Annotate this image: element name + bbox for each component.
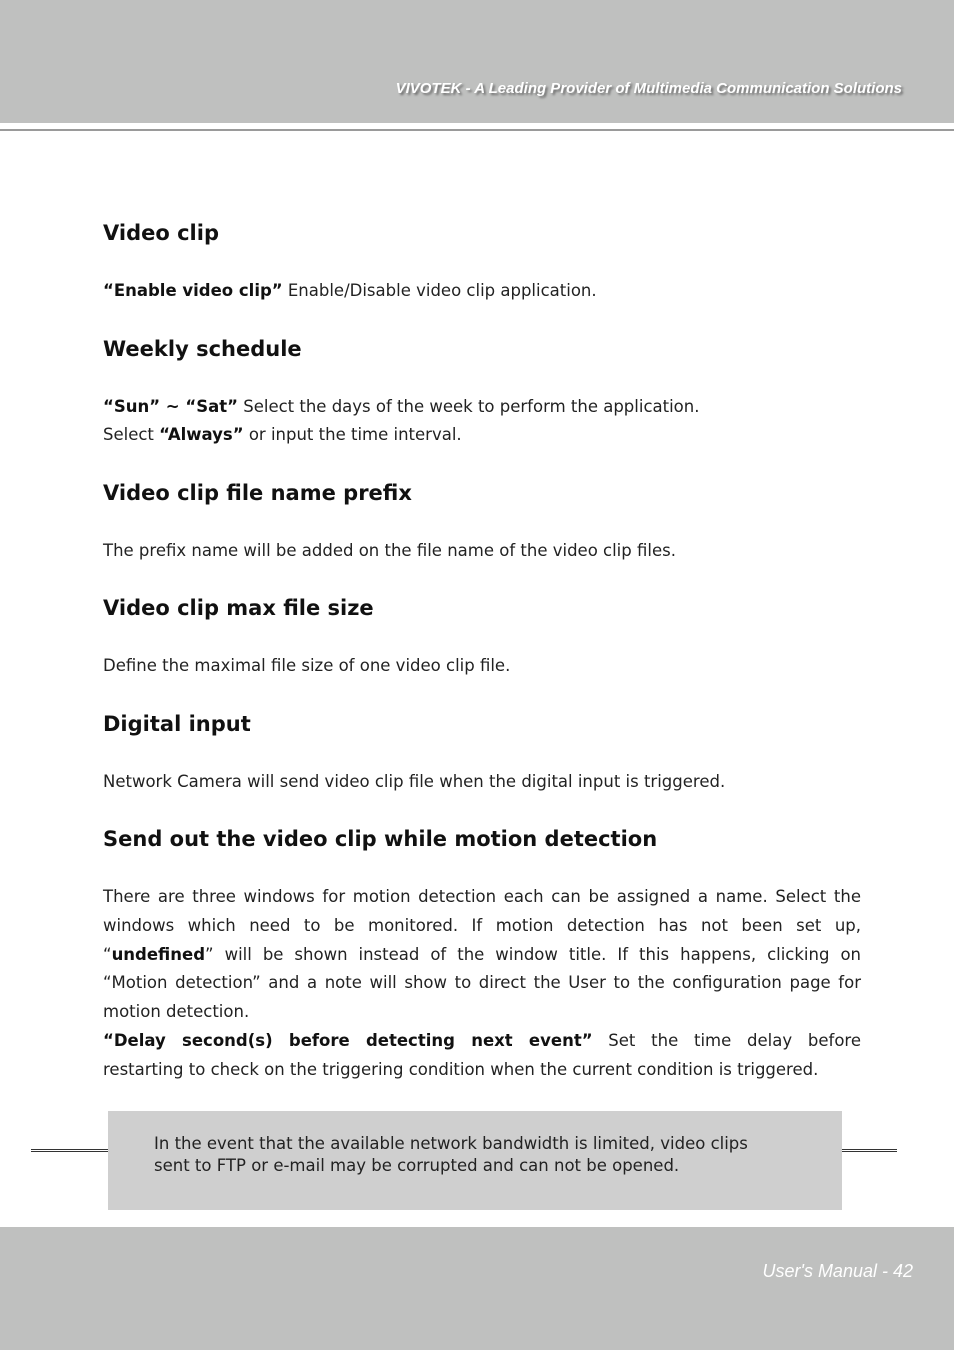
always-term: “Always” [159, 425, 244, 444]
motion-line-2: windows which need to be monitored. If motion detection has not been set up, [103, 915, 861, 935]
note-right-rule [841, 1149, 897, 1156]
delay-term: “Delay second(s) before detecting next event” [103, 1030, 593, 1050]
max-size-desc: Define the maximal file size of one video clip file. [103, 656, 511, 675]
header-tagline: VIVOTEK - A Leading Provider of Multimedia Communication Solutions [395, 80, 902, 97]
page-header [0, 0, 954, 123]
section-title-weekly-schedule: Weekly schedule [103, 337, 302, 361]
days-term: “Sun” ~ “Sat” [103, 397, 238, 416]
always-paragraph [103, 421, 462, 450]
motion-paragraph [103, 883, 861, 1085]
note-line-1: In the event that the available network bandwidth is limited, video clips [154, 1134, 748, 1153]
note-left-rule [31, 1149, 109, 1156]
prefix-desc: The prefix name will be added on the file name of the video clip files. [103, 541, 676, 560]
motion-line-3-pre: “ [103, 944, 112, 964]
note-box [108, 1111, 842, 1210]
section-title-prefix: Video clip file name prefix [103, 481, 412, 505]
page-footer [0, 1227, 954, 1350]
enable-video-clip-term: “Enable video clip” [103, 281, 283, 300]
section-title-digital-input: Digital input [103, 712, 251, 736]
motion-line-5: motion detection. [103, 1002, 250, 1022]
select-prefix: Select [103, 425, 160, 444]
section-title-max-size: Video clip max file size [103, 596, 374, 620]
enable-video-clip-paragraph [103, 277, 597, 306]
motion-line-7: restarting to check on the triggering condition when the current condition is triggered. [103, 1059, 819, 1079]
delay-line [103, 1027, 861, 1056]
delay-desc: Set the time delay before [592, 1030, 861, 1050]
motion-line-3 [103, 941, 861, 970]
page-number-label: User's Manual - 42 [762, 1261, 913, 1281]
select-suffix: or input the time interval. [243, 425, 462, 444]
section-title-motion: Send out the video clip while motion detection [103, 827, 658, 851]
days-paragraph [103, 393, 699, 422]
motion-line-4: “Motion detection” and a note will show to direct the User to the configuration page for [103, 973, 861, 993]
section-title-video-clip: Video clip [103, 221, 219, 245]
header-divider [0, 129, 954, 131]
motion-line-1: There are three windows for motion detection each can be assigned a name. Select the [103, 887, 861, 906]
undefined-term: undefined [111, 944, 206, 964]
note-line-2: sent to FTP or e-mail may be corrupted and can not be opened. [154, 1155, 680, 1175]
digital-input-desc: Network Camera will send video clip file when the digital input is triggered. [103, 772, 726, 791]
note-text [154, 1133, 814, 1176]
motion-line-3-post: ” will be shown instead of the window title. If this happens, clicking on [205, 944, 861, 964]
enable-video-clip-desc: Enable/Disable video clip application. [282, 281, 597, 300]
days-desc: Select the days of the week to perform the application. [237, 397, 700, 416]
